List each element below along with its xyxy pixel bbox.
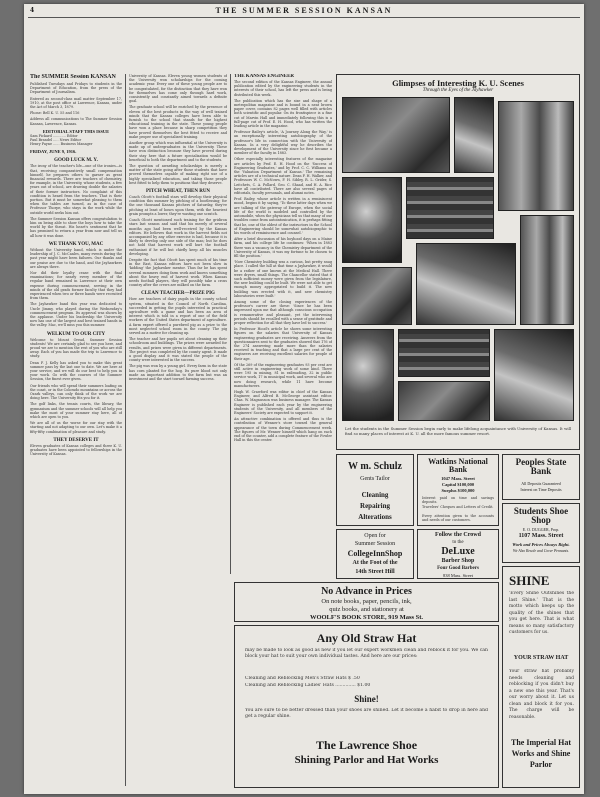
photo-portico xyxy=(398,381,490,421)
ad-deluxe-barber xyxy=(417,529,499,579)
article-text: 'Now Chemistry building was a curious, but pretty snug place. I called the hill at that time a Jayhawker, it would be a rather of one known at the Medical Hall. There were dryers, small things. The Chancellor stated that if such sufficient money were given from the legislature, the new building could be built. We were not able to get enough money appropriated to build it. The new building was erected with it, and new chemistry laboratories were built.' xyxy=(234,260,332,298)
ad-schulz-tailor xyxy=(336,454,414,526)
column-rule-2 xyxy=(230,74,231,574)
page-number: 4 xyxy=(30,7,35,14)
editorial-heading: GOOD LUCK M. Y. xyxy=(54,158,98,164)
ad-lawrence-shoe-shining xyxy=(234,625,499,788)
article-heading: CLEAN TEACHER—PRIZE PIG xyxy=(141,291,215,297)
ad-schulz-name: W m. Schulz xyxy=(348,461,402,472)
ad-woolf-line: quiz books, and stationery at xyxy=(329,606,404,613)
article-text: An attractive combination is offered and thus is the contribution of Wenner's store toward the general appearance of the town during Commencement week. The figures of Mr. Wenner himself which hang on each end of the counter, add a complete feature of the Fowler Hall in this the center. xyxy=(234,417,332,443)
ad-college-line: At the Foot of the xyxy=(352,560,398,566)
article-text: Of the 269 of the engineering graduates 93 per cent are still active in engineering work of some kind. There were 195 in mining, 81 in railroading, 32 in public service work, 17 in municipal work, and several who are now doing research, while 11 have become manufacturers. xyxy=(234,362,332,388)
column-c xyxy=(234,74,332,572)
editorial-heading: WE THANK YOU, MAC xyxy=(48,241,104,247)
staff-line: Henry Payne ...... Business Manager xyxy=(30,142,93,147)
ad-shoeshop-addr: 1107 Mass. Street xyxy=(518,533,564,539)
editorial-heading: THEY DESERVE IT xyxy=(53,437,99,443)
ad-watkins-capital: Capital $100,000 xyxy=(441,482,475,487)
ad-deluxe-name: DeLuxe xyxy=(441,546,475,557)
running-title: THE SUMMER SESSION KANSAN xyxy=(215,6,393,15)
photo-dome xyxy=(494,329,574,421)
ad-college-inn-shop xyxy=(336,529,414,579)
photo-entrance xyxy=(520,215,574,325)
gallery-subtitle: Through the Eyes of the Jayhawker xyxy=(422,88,494,93)
ad-students-shoe-shop xyxy=(502,503,580,563)
article-text: The publication which has the size and shape of a metropolitan magazine and is bound in a neat brown paper cover, contains 82 pages well filled with articles both scientific and popular. On its frontispiece is a fine cut of Marvin Hall and immediately following this is a full-page cut of Prof. E. H. Hood, who has written the leading article in the magazine. xyxy=(234,98,332,129)
ad-schulz-sub: Gents Tailor xyxy=(360,476,390,482)
article-text: Coach Olcott's football stars will develop their physical condition this summer by pitching of a bootlessing; for the one thousand Kansas pitchers of Saturday, they're pitching at least of hours upon them, with the heaviest grain prompts a lower, they're wasting one scratch. xyxy=(129,195,227,216)
ad-watkins-surplus: Surplus $100,000 xyxy=(441,488,475,493)
ad-deluxe-line: Barber Shop xyxy=(441,558,475,564)
article-text: The question of awarding scholarships is merely a matter of the state going after those students that have proved themselves capable of making right use of a highly specialized education, and taking those people best fitted to help them to positions that they deserve. xyxy=(129,164,227,185)
ad-college-line: 14th Street Hill xyxy=(355,569,395,575)
ad-peoples-line: All Deposits Guaranteed xyxy=(521,481,561,486)
editorial-text: Eleven graduates of Kansas colleges and three K. U. graduates have been appointed to fellowships in the University of Kansas. xyxy=(30,443,122,457)
staff-line: Sam Pickard ............ Editor xyxy=(30,133,78,138)
ad-shoeshop-name: Students Shoe Shop xyxy=(513,506,569,525)
gallery-title: Glimpses of Interesting K. U. Scenes xyxy=(392,78,524,88)
ad-schulz-line: Alterations xyxy=(358,513,392,521)
ad-deluxe-line: Four Good Barbers xyxy=(437,566,479,571)
photo-library xyxy=(342,267,412,325)
article-text: After a brief discussion of his boyhood days on a Maine farm, and his college life he continues: 'When in 1883 there was a vacancy in the Chemistry department of the University of Kansas, it was my fortune to be chosen to fill the position.' xyxy=(234,237,332,258)
article-text: Another group which was influential at the University is made up of undergraduates in the University. These have won distinction because they have proved during their stay here that a future specialization would be beneficial to both the department and to the students. xyxy=(129,141,227,162)
photo-statue xyxy=(342,177,402,263)
ad-peoples-line: Interest on Time Deposits xyxy=(520,487,562,492)
editorial-text: Dean F. J. Kelly has asked you to make this great summer pass by the last one to date. We are here at your service, and we will do our best to help you in your work. Go with the courses of the Summer Session, the finest ever given. xyxy=(30,360,122,382)
ad-straw-title: Any Old Straw Hat xyxy=(316,631,417,645)
ad-straw-price: Cleaning and Reblocking Men's Straw Hats $ .50 xyxy=(245,676,360,681)
editorial-text: Welcome to Mount Oread, Summer Session students! We are certainly glad to see you here, and proud we are to mention the rest of you who are still away. Each of you has made the trip to Lawrence to study. xyxy=(30,337,122,359)
paper-phone: Phone: Bell K. U. 55 and 116 xyxy=(30,111,80,116)
ad-deluxe-line: Follow the Crowd xyxy=(435,532,481,538)
ad-straw-shine: Shine! xyxy=(354,694,379,704)
editorial-text: The golf links, the tennis courts, the library, the gymnasium and the summer schools will all help you make the most of your summer stay here, all of which are open to you. xyxy=(30,402,122,419)
photo-arches xyxy=(406,177,494,239)
photo-steps xyxy=(398,329,490,377)
ad-watkins-addr: 1047 Mass. Street xyxy=(441,476,475,481)
column-rule-1 xyxy=(125,74,126,786)
photo-tower xyxy=(454,97,494,173)
ad-woolf-title: No Advance in Prices xyxy=(321,586,412,597)
article-text: How are teachers of dairy pupils in the county school system, situated in the Council of North Carolina, succeeded in getting the pupils interested in practical agriculture with a game and has been an area of interest which is told in a report of one of the field workers of the United States department of agriculture. A farm expert offered a purebred pig as a prize to the most neglected school room in the county. The pig served as a motive for cleaning up. xyxy=(129,297,227,335)
ad-college-name: CollegeInnShop xyxy=(347,549,403,558)
ad-shoeshop-line: We Also Resole and Cover Pennants. xyxy=(512,549,570,553)
column-a xyxy=(30,74,122,789)
photo-campus-building xyxy=(342,97,450,173)
ad-straw-price: Cleaning and Reblocking Ladies' Hats .............. $1.00 xyxy=(245,683,371,688)
paper-address: Address all communications to The Summer Session Kansan, Lawrence, Kansas. xyxy=(30,117,122,126)
editorial-text: We are all of us the worse for our stay with the starting and not adapting to our own. Let's make it a fifty-fifty combination of pleasure and study. xyxy=(30,421,122,434)
ad-schulz-line: Cleaning xyxy=(361,491,389,499)
ad-deluxe-line: 838 Mass. Street xyxy=(442,573,474,578)
article-text: Despite the fact that Olcott has spent much of his time in the East, Kansas editors have not been slow in 'kidding' the Jayhawker mentor. Thus far he has spent several summers doing farm work and knows something about the heavy end of harvest work. When Kansas needs football players, they will possibly take a cross country after the crews are milked on the farm. xyxy=(129,257,227,288)
ad-watkins-line: Interest paid on time and savings deposits. xyxy=(422,496,494,505)
ad-shine-title: SHINE xyxy=(509,573,550,588)
article-heading: THE KANSAS ENGINEER xyxy=(234,74,295,79)
ad-woolfs-book-store xyxy=(234,582,499,622)
article-text: Coach Olcott mentioned such training for the gridiron stars last season and said that his merely of several months ago had been well-received by the Kansas editors. He believes that work in the harvest fields not accompanied by any other exercise is bad, because it is likely to develop only one side of the man; but he does not hold that harvest work will hurt the football enthusiast if he will but chiefly keep all his muscles developing. xyxy=(129,218,227,256)
gallery-caption: Let the students in the Summer Session begin early to make lifelong acquaintance with University of Kansas. It will find so many places of interest at K. U. all the more famous summer resort. xyxy=(345,427,571,436)
editorial-text: The irony of the teacher's life—one of the ironies—is that, receiving comparatively small compensation himself, he prepares others to garner as great financial rewards. There are teachers of chemistry, for example, in the University, whose students, a few years out of school, are drawing double the salaries of their former instructors. No complaint of this condition is heard from the teachers. That is their portion. But it must be somewhat pleasing to them when the tables are turned, as in the case of Professor Thorpe, who stays in the work while the outside world seeks him out. xyxy=(30,164,122,215)
ad-shine-body2: Your straw hat probably needs cleaning and reblocking if you didn't buy a new one this year. That's our worry about it. Let us clean and block it for you. The charge will be reasonable. xyxy=(509,669,574,720)
newspaper-page xyxy=(24,4,584,794)
ad-peoples-name: Peoples State Bank xyxy=(515,457,567,476)
ad-watkins-bank xyxy=(417,454,499,526)
ad-college-line: Summer Session xyxy=(354,541,396,547)
editorial-text: Nor did their loyalty cease with the final examinations; for nearly every member of the regular band remained in Lawrence at their own expense during commencement, serving in the minds of the old grads former faculty that they had experienced when two or three bands were recruited from them. xyxy=(30,270,122,301)
ad-imperial-hat-works xyxy=(502,566,580,788)
article-text: Among some of the closing experiences of the professor's career are these: 'Since he has been impressed upon me that although conscious occupation is remunerative and pleasant, yet the intervening periods should be recalled with a sense of gratitude and proper reflection for all that they have led to success.' xyxy=(234,299,332,325)
ad-shine-body: 'Every Shine Outshines the last Shine.' That is the motto which keeps up the quality of the shines that you get here. That is what means so many satisfactory customers for us. xyxy=(509,591,574,635)
ad-college-line: Open for xyxy=(364,533,386,539)
staff-title: EDITORIAL STAFF THIS ISSUE xyxy=(42,128,110,134)
article-text: University of Kansas. Eleven young women students of the University won scholarships for the coming academic year. Every one of these young people are to be congratulated, for the distinction that they have won for themselves has come only through hard work, consistently and constantly aimed towards a definite goal. xyxy=(129,74,227,104)
photo-trees xyxy=(342,329,394,421)
editorial-heading: WELKUM TO OUR CITY xyxy=(46,331,106,337)
ad-straw-body: may be made to look as good as new if you let our expert workmen clean and reblock it for you. We can block your hat to suit your own individual tastes. And here are our prices: xyxy=(245,648,488,660)
article-text: The teacher and her pupils set about cleaning up their schoolroom and buildings. The prizes were awarded for results, and prizes were given in different departments. The project was completed by the county agent. It made a good display and it was stated the people of the county were interested in the success. xyxy=(129,337,227,363)
ad-woolf-line: On note books, paper, pencils, ink, xyxy=(321,598,412,605)
photo-gallery xyxy=(336,74,580,450)
photo-stadium xyxy=(416,243,516,325)
editorial-text: The Summer Session Kansan offers congratulation to him on being able to show the boys how to take the world by the throat. His heart's sentiment that he has promised to return a year from now and tell us all how it was done. xyxy=(30,216,122,238)
article-text: The pig was won by a young girl. Every farm in the state has corn planted for the hog. Its pure blood not only made an important addition to the farm but was an investment and the start toward farming success. xyxy=(129,364,227,381)
ad-peoples-bank xyxy=(502,454,580,500)
editorial-text: The Jayhawker band this year was dedicated to Uncle Jimmy, who played during the Wednesday's commencement program. Its approval was shown by the applause. Under his leadership the University now has one of the largest and best trained bands in the valley. Mac, we'll miss you this summer. xyxy=(30,302,122,328)
ad-shoeshop-line: Work and Prices Always Right. xyxy=(512,542,570,547)
ad-watkins-line: Every attention given to the accounts and needs of our customers. xyxy=(422,514,494,523)
staff-line: Paul Brandel ..... News Editor xyxy=(30,138,82,143)
ad-watkins-line: Travelers' Cheques and Letters of Credit. xyxy=(422,505,494,509)
article-text: Other especially interesting features of the magazine are articles by Prof. E. H. Hood on the 'Success of Engineering Graduates,' and by Prof. C. C. Williams on the 'Valuation Department of Kansas.' The remaining articles are of a technical nature. Dean F. H. Walker, and Professors W. C. McNown, F. H. Sibley, R. L. Grider, S. Leitchets, C. A. Pollard, Geo. C. Shaad, and H. A. Rice have all contributed. There are also several pages of editorials, faculty personals, and alumni notes. xyxy=(234,157,332,196)
article-heading: PITCH WHEAT, THEN RUN xyxy=(145,189,211,195)
article-text: Hugh W. Crawford was editor in chief of the Kansas Engineer, and Alfred B. McGeorge assistant editor. Chas. W. Magnusson was business manager. The Kansas Engineer is published each year by the engineering students of the University, and all members of the Engineers' Society are expected to support it. xyxy=(234,390,332,416)
paper-name: The SUMMER Session KANSAN xyxy=(30,74,116,80)
ad-shoeshop-owner: E. O. DUGGER, Prop. xyxy=(522,527,560,532)
ad-schulz-line: Repairing xyxy=(360,502,390,510)
ad-straw-body2: You are sure to be better dressed than your shoes are shined. Let it become a habit to drop in here and get a regular shine. xyxy=(245,708,488,720)
dateline: FRIDAY, JUNE 9, 1916. xyxy=(30,149,77,155)
photo-hall xyxy=(498,101,574,211)
ad-woolf-line: WOOLF'S BOOK STORE, 919 Mass St. xyxy=(309,614,424,621)
ad-imperial-name: The Imperial Hat Works and Shine Parlor xyxy=(511,738,571,769)
masthead-rule xyxy=(28,17,580,18)
article-text: Prof. Bailey, whose article is written in a reminiscent mood, begins it by saying, 'To these latter days when we are talking of the gateway of Europe, when the social life of the world is modeled and controlled by the automobile, when the physicians tell us that many of our troubles come from autointoxication, it is perhaps fitting that he, one of the oldest of the instructors in the School of Engineering should be somewhat autobiographic to his words of reminiscence and counsel.' xyxy=(234,197,332,235)
ad-shine-sub: YOUR STRAW HAT xyxy=(513,655,569,661)
paper-intro: Published Tuesdays and Fridays to students in the Department of Education, from the press of the Department of Journalism. xyxy=(30,82,122,95)
ad-deluxe-line: to the xyxy=(452,540,464,545)
ad-lawrence-name: The Lawrence Shoe xyxy=(315,738,418,752)
editorial-text: Our friends who will spend their summers loafing on the coast, or in the Colorado mountains or across the Ozark valleys, can only think of the work we are doing here. The University fits you for it. xyxy=(30,383,122,401)
paper-entered: Entered as second-class mail matter September 17, 1910, at the post office at Lawrence, Kansas, under the Act of March 3, 1879. xyxy=(30,96,122,110)
article-text: In Professor Hood's article he shows some interesting figures on the salaries that University of Kansas engineering graduates are receiving. Answers from the questionnaires sent to the graduates showed that 176 of the 274 answering made more than the salaries received in teaching and that a large per cent of the engineers are receiving excellent salaries for people of their age. xyxy=(234,327,332,361)
article-text: The second edition of the Kansas Engineer, the annual publication edited by the engineering students in the interests of their school, has left the press and is being distributed this week. xyxy=(234,80,332,97)
article-text: The graduate school will be enriched by the presence of eleven of the best products in the way of well trained minds that the Kansas colleges have been able to furnish to the school that stands for the highest educational training in the state. These young people have won a place because in sharp competition they have proved themselves the best fitted to receive and make proper use of specialized training. xyxy=(129,105,227,139)
column-b xyxy=(129,74,227,789)
editorial-text: Without the University band, which is under the leadership of J. C. McCanles, many events during the past year might have been failures. Our thanks and our praise are due to the band, and the Jayhawkers are always there. xyxy=(30,247,122,269)
ad-lawrence-name: Shining Parlor and Hat Works xyxy=(294,754,439,766)
ad-watkins-name: Watkins National Bank xyxy=(428,457,488,474)
article-text: Professor Bailey's article, 'A Journey Along the Way,' is an exceptionally interesting autobiography of the professor's life in connection with the University of Kansas. In a very delightful way he describes the development of the University since he first became a member of the faculty in 1883. xyxy=(234,130,332,156)
